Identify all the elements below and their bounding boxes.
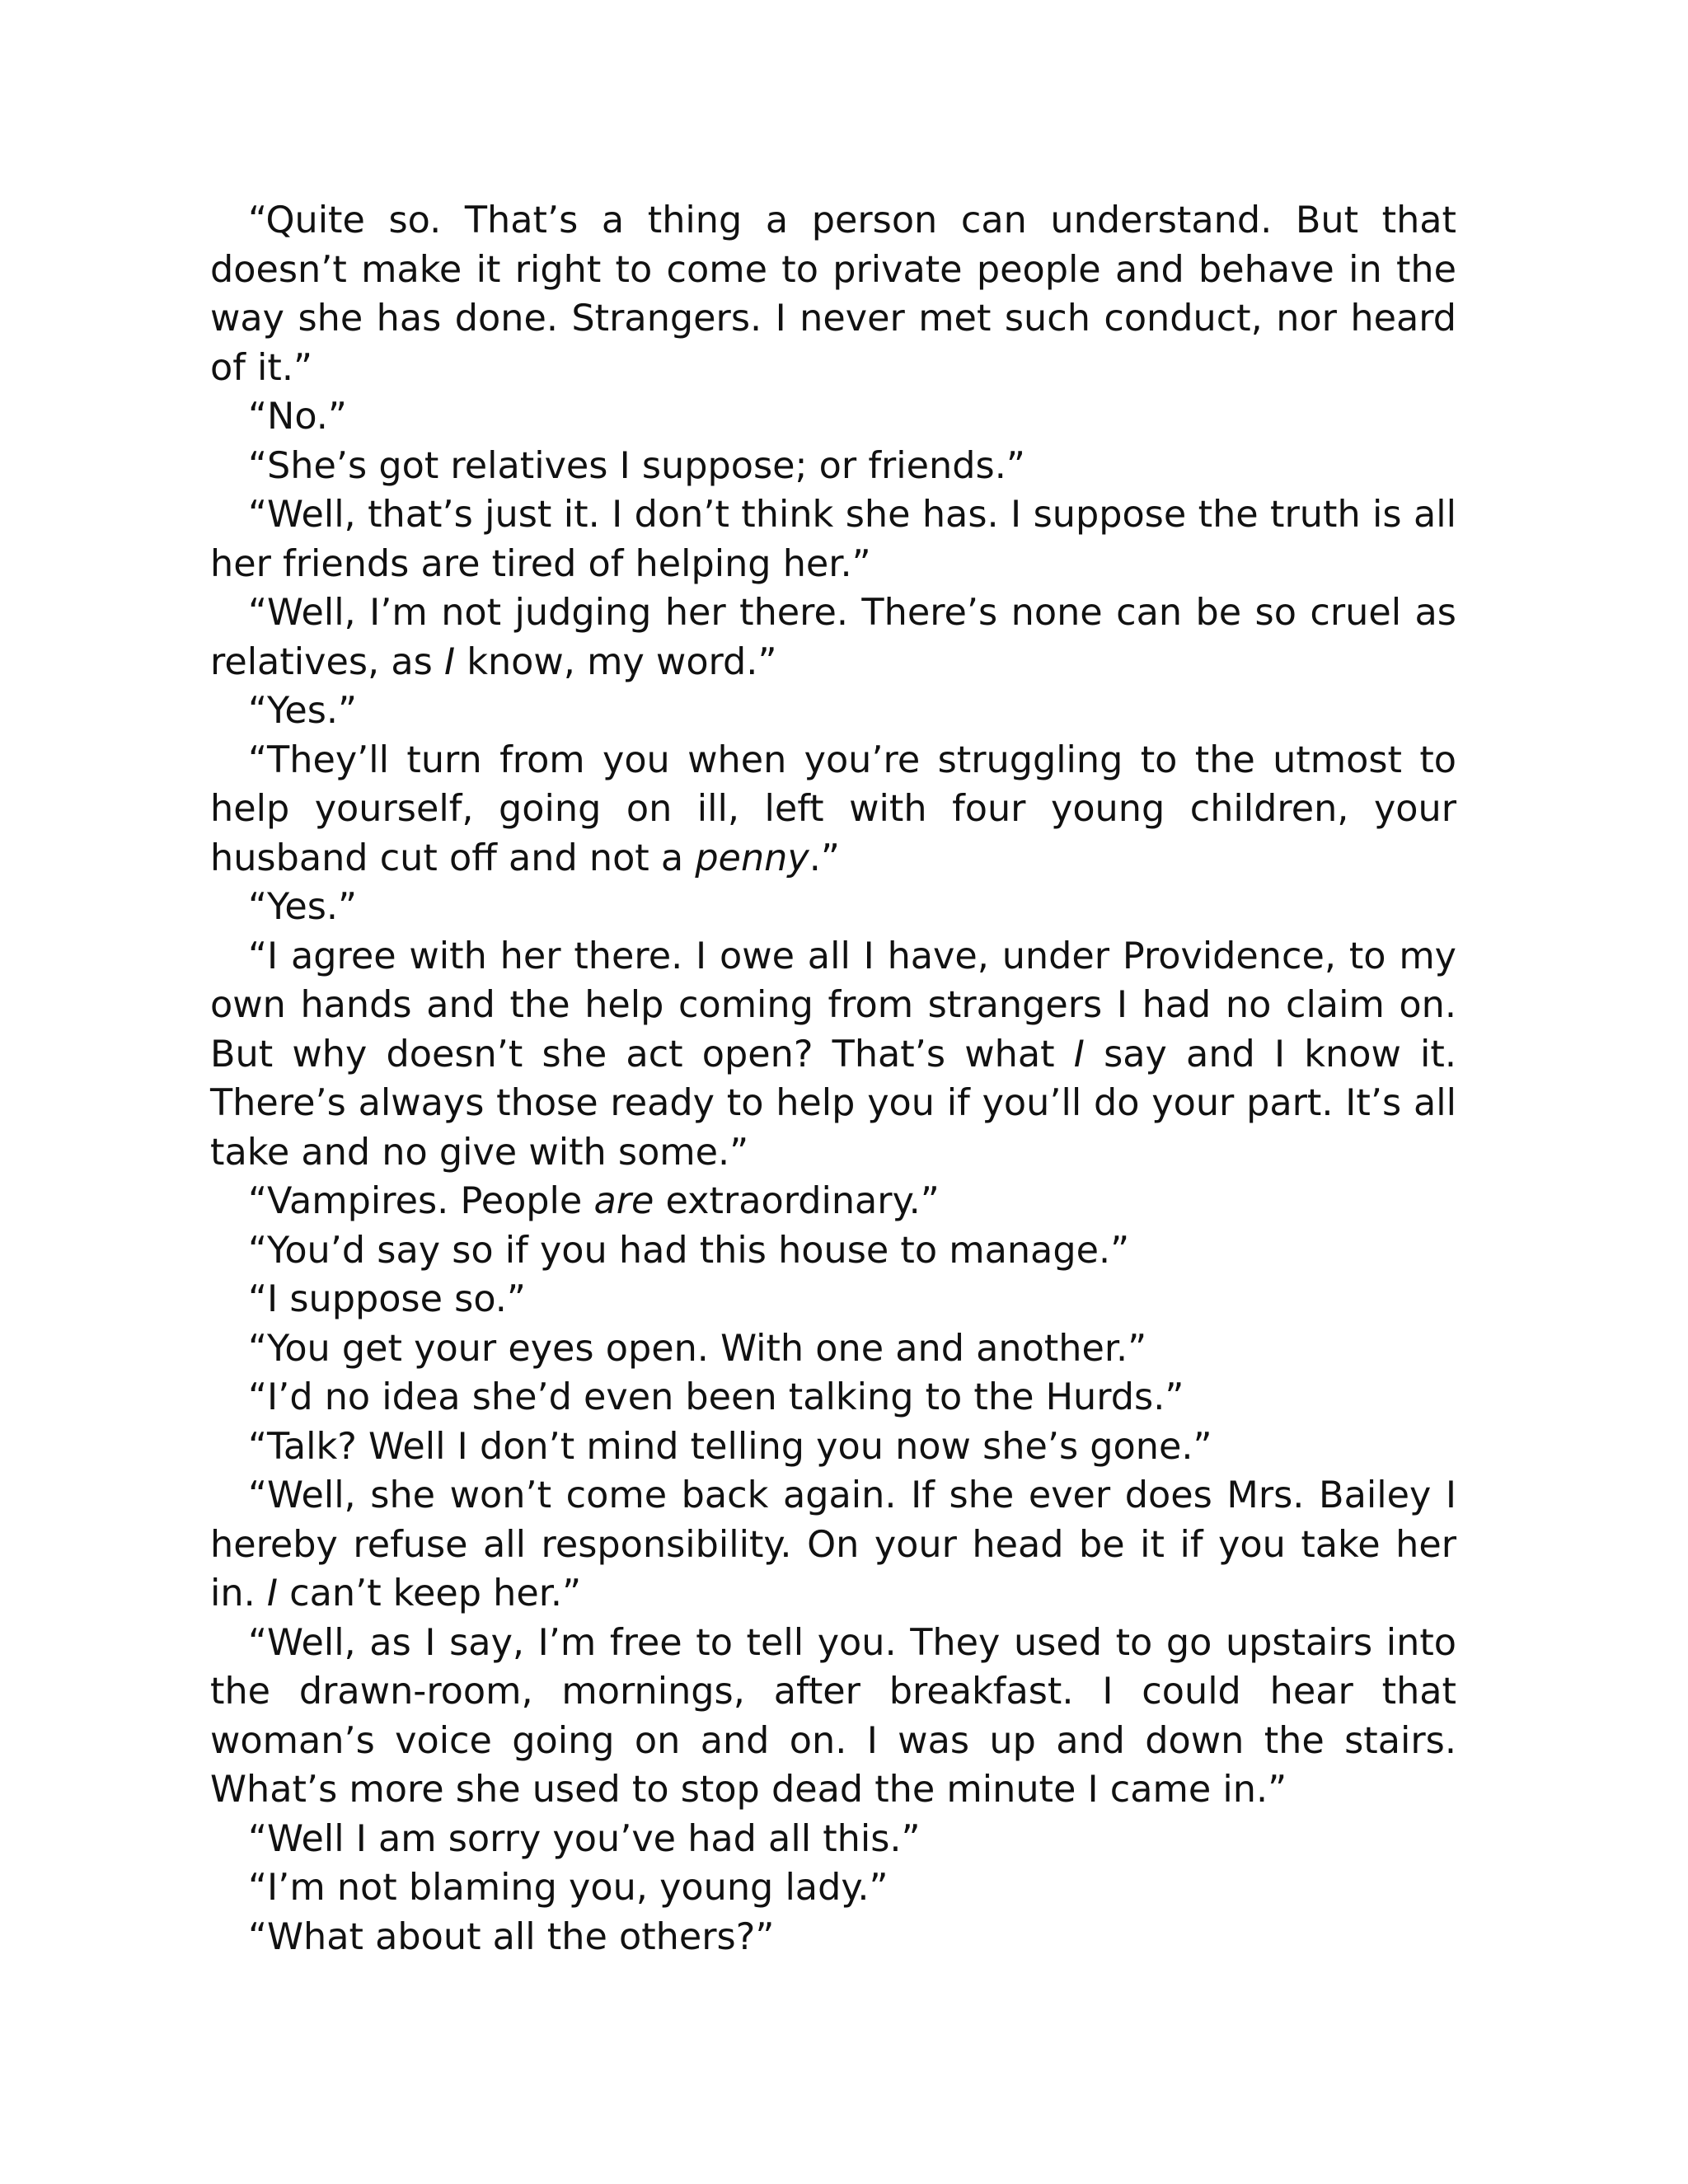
dialogue-paragraph (210, 442, 1456, 491)
paragraph-text: “I’d no idea she’d even been talking to the Hurds.” (248, 1376, 1184, 1418)
dialogue-paragraph (210, 1471, 1456, 1619)
paragraph-text: “She’s got relatives I suppose; or friends.” (248, 444, 1025, 487)
paragraph-text: “Well, as I say, I’m free to tell you. They used to go upstairs into the drawn-room, mornings, after breakfast. I could hear that woman’s voice going on and on. I was up and down the stairs. What’s more she used to stop dead the minute I came in.” (210, 1621, 1456, 1811)
paragraph-text: “Well, I’m not judging her there. There’s none can be so cruel as relatives, as (210, 592, 1456, 683)
paragraph-text: “Yes.” (248, 690, 358, 732)
paragraph-text: extraordinary.” (654, 1180, 940, 1222)
paragraph-text: “Vampires. People (248, 1180, 594, 1222)
paragraph-text: “I’m not blaming you, young lady.” (248, 1867, 889, 1909)
dialogue-paragraph (210, 1177, 1456, 1226)
dialogue-paragraph (210, 1373, 1456, 1422)
paragraph-text: “No.” (248, 396, 347, 438)
paragraph-text: “Quite so. That’s a thing a person can understand. But that doesn’t make it right to come to private people and behave in the way she has done. Strangers. I never met such conduct, nor heard of it.” (210, 199, 1456, 389)
dialogue-paragraph (210, 736, 1456, 883)
paragraph-text: “They’ll turn from you when you’re struggling to the utmost to help yourself, going on ill, left with four young children, your husband cut off and not a (210, 738, 1456, 879)
paragraph-text: “You’d say so if you had this house to manage.” (248, 1229, 1130, 1272)
dialogue-paragraph (210, 1226, 1456, 1276)
paragraph-text: know, my word.” (455, 640, 777, 683)
dialogue-paragraph (210, 196, 1456, 392)
body-text (210, 196, 1456, 1961)
paragraph-text: “Well, that’s just it. I don’t think she has. I suppose the truth is all her friends are tired of helping her.” (210, 494, 1456, 585)
paragraph-text: “Well, she won’t come back again. If she ever does Mrs. Bailey I hereby refuse all responsibility. On your head be it if you take her in. (210, 1474, 1456, 1615)
paragraph-text: .” (809, 837, 840, 879)
dialogue-paragraph (210, 1913, 1456, 1962)
dialogue-paragraph (210, 1815, 1456, 1864)
paragraph-text: “Yes.” (248, 886, 358, 928)
emphasis-text: I (443, 640, 456, 683)
paragraph-text: “Well I am sorry you’ve had all this.” (248, 1817, 921, 1860)
dialogue-paragraph (210, 588, 1456, 687)
emphasis-text: are (593, 1180, 654, 1222)
paragraph-text: can’t keep her.” (277, 1572, 582, 1615)
emphasis-text: I (266, 1572, 278, 1615)
dialogue-paragraph (210, 1422, 1456, 1472)
paragraph-text: “I suppose so.” (248, 1278, 526, 1320)
paragraph-text: “I agree with her there. I owe all I have, under Providence, to my own hands and the help coming from strangers I had no claim on. But why doesn’t she act open? That’s what (210, 935, 1456, 1076)
paragraph-text: say and I know it. There’s always those ready to help you if you’ll do your part. It’s all take and no give with some.” (210, 1033, 1456, 1174)
dialogue-paragraph (210, 687, 1456, 736)
dialogue-paragraph (210, 1275, 1456, 1324)
dialogue-paragraph (210, 1324, 1456, 1374)
emphasis-text: I (1073, 1033, 1085, 1076)
paragraph-text: “Talk? Well I don’t mind telling you now she’s gone.” (248, 1425, 1212, 1468)
paragraph-text: “What about all the others?” (248, 1915, 775, 1958)
dialogue-paragraph (210, 490, 1456, 588)
dialogue-paragraph (210, 883, 1456, 932)
dialogue-paragraph (210, 1863, 1456, 1913)
emphasis-text: penny (695, 837, 809, 879)
dialogue-paragraph (210, 392, 1456, 442)
dialogue-paragraph (210, 932, 1456, 1178)
dialogue-paragraph (210, 1619, 1456, 1815)
paragraph-text: “You get your eyes open. With one and another.” (248, 1327, 1147, 1370)
